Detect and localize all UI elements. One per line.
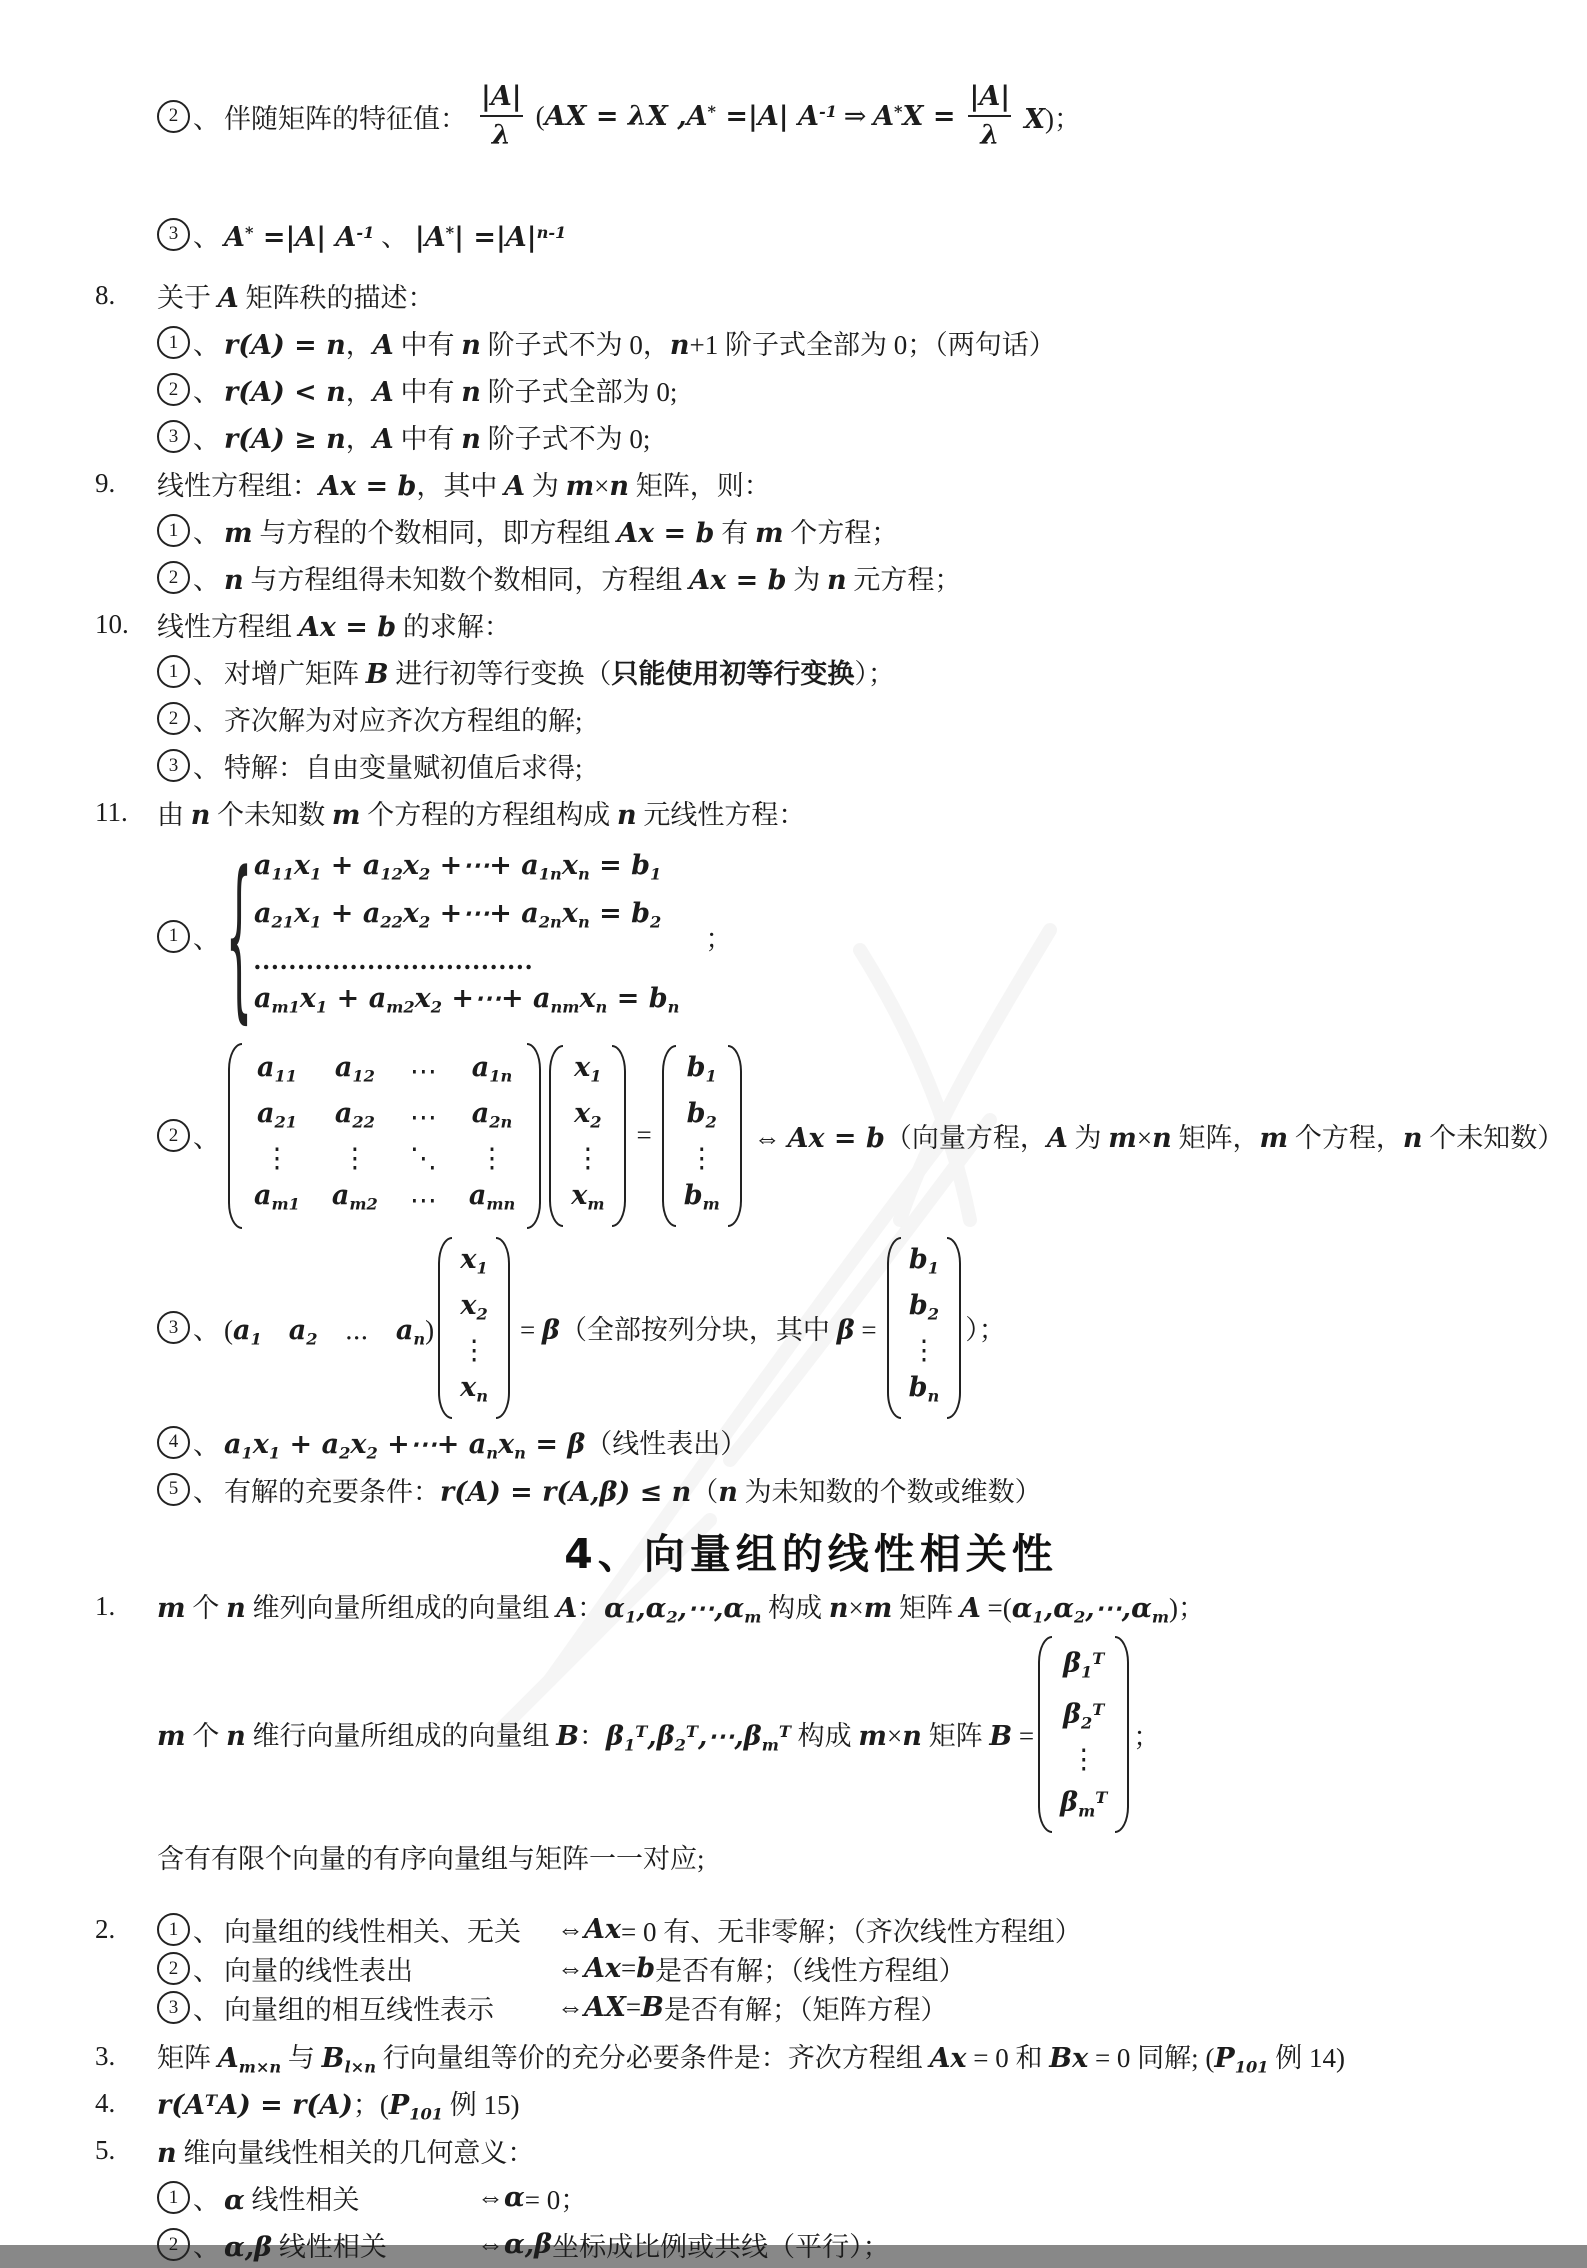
circled-number: 5 — [157, 1473, 190, 1506]
x-vector — [438, 1237, 510, 1419]
vector-cell: ⋮ — [910, 1335, 938, 1366]
vector-column — [452, 1237, 496, 1419]
equivalence-label: α 线性相关 — [224, 2185, 360, 2217]
equation-line: $a_{21}x_1 + a_{22}x_2$ +⋯+ $a_{2n}x_n = b_2$ — [254, 897, 662, 932]
sec4-item-2-sub-2 — [157, 1949, 1527, 1988]
sec4-item-5-sub-2 — [157, 2221, 1527, 2268]
enum-separator: 、 — [193, 706, 220, 736]
equivalence-label: 向量组的相互线性表示 — [224, 1995, 494, 2026]
matrix-equation-tail: ⇔ Ax = b（向量方程，A 为 m×n 矩阵，m 个方程，n 个未知数） — [753, 1123, 1565, 1155]
vector-cell: $x_n$ — [460, 1372, 489, 1406]
item-number: 11. — [95, 797, 128, 827]
fraction-numerator: |A| — [969, 81, 1011, 112]
fraction-denominator: λ — [480, 115, 523, 151]
circled-number: 2 — [157, 2228, 190, 2261]
sub-item-text: 对增广矩阵 B 进行初等行变换（只能使用初等行变换）； — [224, 659, 895, 690]
enum-separator: 、 — [193, 923, 220, 954]
item-8-sub-2 — [157, 366, 1527, 413]
item-number: 5. — [95, 2135, 116, 2166]
item-text: m 个 n 维行向量所组成的向量组 B：$\beta_1^T,\beta_2^T,\cdots,\beta_m^T$ 构成 m×n 矩阵 B = — [157, 1721, 1035, 1755]
right-paren-icon — [1115, 1636, 1129, 1833]
sub-item-text: $a_1x_1 + a_2x_2$ +⋯+ $a_nx_n = \beta$（线性表出） — [224, 1429, 748, 1463]
fraction — [964, 81, 1017, 151]
adjoint-label: 伴随矩阵的特征值： — [224, 103, 467, 134]
right-paren-icon — [728, 1045, 742, 1227]
adjoint-identities: A* =|A| $A^{-1}$ 、 $|A^*| =|A|^{n-1}$ — [224, 221, 567, 253]
vector-cell: $\beta_1^T$ — [1063, 1648, 1105, 1682]
circled-number: 2 — [157, 373, 190, 406]
sub-item-text: r(A) = n，A 中有 n 阶子式不为 0，n+1 阶子式全部为 0；（两句话） — [224, 330, 1056, 361]
equivalence-right: ⇔ α = 0； — [477, 2182, 588, 2216]
vector-column — [1052, 1636, 1115, 1833]
coefficient-matrix — [228, 1043, 541, 1229]
vector-cell: $b_2$ — [908, 1289, 940, 1324]
section-title: 4、向量组的线性相关性 — [564, 1530, 1058, 1579]
matrix-cell: $a_{mn}$ — [468, 1180, 516, 1214]
item-10-sub-2 — [157, 695, 1527, 742]
sec4-item-5 — [95, 2127, 1527, 2174]
sec4-item-4 — [95, 2080, 1527, 2127]
left-brace-icon: { — [225, 833, 253, 1040]
left-paren-icon — [662, 1045, 676, 1227]
enum-separator: 、 — [193, 659, 220, 689]
sec4-item-1-line-b — [157, 1636, 1527, 1833]
matrix-cell: $a_{21}$ — [256, 1097, 297, 1132]
vector-cell: ⋮ — [460, 1335, 488, 1366]
item-10-sub-1 — [157, 648, 1527, 695]
enum-separator: 、 — [193, 2185, 220, 2216]
vector-cell: $x_1$ — [574, 1051, 602, 1086]
circled-number: 2 — [157, 1119, 190, 1152]
vector-cell: $x_1$ — [460, 1243, 488, 1278]
sub-item-text: 特解：自由变量赋初值后求得; — [224, 753, 583, 783]
item-number: 9. — [95, 468, 116, 498]
item-number: 1. — [95, 1590, 116, 1621]
equation-line: $a_{m1}x_1 + a_{m2}x_2$ +⋯+ $a_{nm}x_n = b_n$ — [254, 983, 680, 1017]
item-9-sub-2 — [157, 554, 1527, 601]
equivalence-label: 向量组的线性相关、无关 — [224, 1917, 521, 1948]
circled-number: 2 — [157, 702, 190, 735]
item-number: 10. — [95, 609, 129, 639]
line-separator: ； — [705, 923, 733, 954]
equivalence-right: ⇔ AX = B 是否有解；（矩阵方程） — [557, 1992, 948, 2026]
equivalence-right: ⇔ Ax = b 是否有解；（线性方程组） — [557, 1953, 966, 1987]
enum-separator: 、 — [193, 1995, 220, 2026]
item-9 — [95, 460, 1527, 507]
item-11-sub-4 — [157, 1419, 1527, 1466]
item-heading: 线性方程组：Ax = b，其中 A 为 m×n 矩阵，则： — [157, 471, 771, 502]
sub-item-text: r(A) < n，A 中有 n 阶子式全部为 0; — [224, 377, 678, 408]
equivalence-label: α,β 线性相关 — [224, 2232, 387, 2264]
vector-cell: $b_n$ — [908, 1372, 940, 1406]
vector-cell: ⋮ — [574, 1143, 602, 1174]
item-number: 2. — [95, 1914, 116, 1945]
vector-cell: $b_2$ — [686, 1097, 717, 1132]
sec4-item-5-sub-1 — [157, 2174, 1527, 2221]
left-paren-icon — [549, 1045, 563, 1227]
equivalence-left — [157, 1988, 557, 2027]
circled-number: 2 — [157, 561, 190, 594]
partition-end: ）； — [965, 1315, 1006, 1346]
matrix-cell: ⋮ — [341, 1143, 369, 1174]
right-paren-icon — [496, 1237, 510, 1419]
sec4-item-2 — [95, 1910, 1527, 1949]
enum-separator: 、 — [193, 377, 220, 407]
adjoint-formula: (AX = λX ,A* =|A| $A^{-1}$ ⇒ A*X = — [535, 100, 956, 132]
item-10-sub-3 — [157, 742, 1527, 789]
equivalence-left — [157, 2225, 477, 2264]
column-partition-equation — [157, 1237, 1527, 1419]
right-paren-icon — [527, 1043, 541, 1229]
item-heading: 线性方程组 Ax = b 的求解： — [157, 612, 511, 643]
equivalence-label: 向量的线性表出 — [224, 1956, 413, 1987]
vector-cell: $x_2$ — [460, 1289, 488, 1324]
matrix-cell: $a_{22}$ — [334, 1097, 375, 1132]
left-paren-icon — [887, 1237, 901, 1419]
matrix-cell: ⋯ — [409, 1056, 437, 1087]
vector-cell: $\beta_m^T$ — [1060, 1786, 1108, 1821]
beta-vector — [887, 1237, 962, 1419]
enum-separator: 、 — [193, 2232, 220, 2263]
circled-number: 1 — [157, 326, 190, 359]
fraction-denominator: λ — [968, 115, 1011, 151]
circled-number: 3 — [157, 749, 190, 782]
item-11-sub-5 — [157, 1466, 1527, 1513]
circled-number: 1 — [157, 2181, 190, 2214]
vector-column — [676, 1045, 728, 1227]
equivalence-left — [157, 1910, 557, 1949]
vector-cell: $\beta_2^T$ — [1063, 1698, 1105, 1733]
item-10 — [95, 601, 1527, 648]
matrix-cell: ⋯ — [409, 1184, 437, 1215]
right-paren-icon — [947, 1237, 961, 1419]
vector-column — [901, 1237, 948, 1419]
matrix-cell: ⋯ — [409, 1101, 437, 1132]
sub-item-text: r(A) ≥ n，A 中有 n 阶子式不为 0; — [224, 424, 651, 455]
item-text: 含有有限个向量的有序向量组与矩阵一一对应; — [157, 1844, 705, 1875]
vector-cell: ⋮ — [1070, 1744, 1098, 1775]
enum-separator: 、 — [193, 1476, 220, 1507]
item-8-sub-1 — [157, 319, 1527, 366]
fraction — [475, 81, 528, 151]
enum-separator: 、 — [193, 221, 220, 252]
enum-separator: 、 — [193, 1429, 220, 1460]
equivalence-right: ⇔ Ax = 0 有、无非零解；（齐次线性方程组） — [557, 1914, 1082, 1948]
enum-separator: 、 — [193, 1956, 220, 1987]
enum-separator: 、 — [193, 565, 220, 595]
circled-number: 1 — [157, 514, 190, 547]
circled-number: 1 — [157, 920, 190, 953]
left-paren-icon — [438, 1237, 452, 1419]
equation-ellipsis: ................................ — [254, 945, 534, 976]
item-8 — [95, 272, 1527, 319]
enum-separator: 、 — [193, 518, 220, 548]
enum-separator: 、 — [193, 1917, 220, 1948]
beta-transpose-vector — [1038, 1636, 1129, 1833]
sec4-item-1 — [95, 1583, 1527, 1630]
matrix-grid — [242, 1043, 527, 1229]
sec4-item-3 — [95, 2033, 1527, 2080]
sub-item-text: m 与方程的个数相同，即方程组 Ax = b 有 m 个方程； — [224, 518, 899, 549]
item-11 — [95, 789, 1527, 836]
item-heading: 由 n 个未知数 m 个方程的方程组构成 n 元线性方程： — [157, 800, 806, 831]
enum-separator: 、 — [193, 753, 220, 783]
item-text: $r(A^TA) = r(A)$；($P_{101}$ 例 15) — [157, 2090, 520, 2124]
line-adjoint-identities — [157, 196, 1527, 272]
partition-note: = β（全部按列分块，其中 β = — [520, 1315, 877, 1347]
item-8-sub-3 — [157, 413, 1527, 460]
circled-number: 3 — [157, 420, 190, 453]
sec4-item-2-sub-3 — [157, 1988, 1527, 2027]
matrix-cell: $a_{12}$ — [334, 1051, 375, 1086]
b-vector — [662, 1045, 742, 1227]
line-end: ； — [1133, 1722, 1161, 1753]
item-heading: n 维向量线性相关的几何意义： — [157, 2138, 535, 2170]
fraction-numerator: |A| — [481, 81, 522, 112]
matrix-cell: $a_{2n}$ — [471, 1097, 513, 1132]
circled-number: 1 — [157, 655, 190, 688]
item-number: 3. — [95, 2041, 116, 2072]
vector-cell: $b_1$ — [908, 1243, 940, 1278]
circled-number: 2 — [157, 100, 190, 133]
vector-cell: $b_m$ — [683, 1180, 720, 1214]
item-heading: 关于 A 矩阵秩的描述： — [157, 283, 435, 314]
vector-cell: $x_m$ — [571, 1180, 605, 1214]
circled-number: 2 — [157, 1952, 190, 1985]
item-text: 矩阵 $A_{m\times n}$ 与 $B_{l\times n}$ 行向量组等价的充分必要条件是：齐次方程组 Ax = 0 和 Bx = 0 同解; ($P_{101}$ 例 14) — [157, 2043, 1346, 2077]
sec4-item-1-line-c — [157, 1833, 1527, 1880]
vector-cell: ⋮ — [688, 1143, 716, 1174]
enum-separator: 、 — [193, 103, 220, 134]
item-9-sub-1 — [157, 507, 1527, 554]
enum-separator: 、 — [193, 1123, 220, 1154]
equivalence-left — [157, 1949, 557, 1988]
equivalence-left — [157, 2178, 477, 2217]
vector-cell: $x_2$ — [574, 1097, 602, 1132]
sub-item-text: 齐次解为对应齐次方程组的解; — [224, 706, 583, 736]
circled-number: 1 — [157, 1913, 190, 1946]
matrix-cell: $a_{1n}$ — [471, 1051, 513, 1086]
item-number: 4. — [95, 2088, 116, 2119]
x-vector — [549, 1045, 626, 1227]
enum-separator: 、 — [193, 1315, 220, 1346]
circled-number: 3 — [157, 1991, 190, 2024]
circled-number: 4 — [157, 1426, 190, 1459]
left-paren-icon — [1038, 1636, 1052, 1833]
vector-cell: $b_1$ — [686, 1051, 717, 1086]
enum-separator: 、 — [193, 330, 220, 360]
equivalence-right: ⇔ α,β 坐标成比例或共线（平行）； — [477, 2229, 890, 2263]
adjoint-formula-end: X)； — [1024, 103, 1082, 135]
equals-sign: = — [636, 1120, 652, 1151]
matrix-cell: $a_{11}$ — [256, 1051, 297, 1086]
row-vector: ($a_1$ $a_2$ ⋯ $a_n$) — [224, 1314, 435, 1349]
matrix-cell: ⋮ — [263, 1143, 291, 1174]
matrix-cell: ⋮ — [478, 1143, 506, 1174]
matrix-cell: $a_{m2}$ — [331, 1180, 378, 1214]
matrix-cell: ⋱ — [409, 1143, 437, 1174]
system-equations — [254, 840, 679, 1033]
item-number: 8. — [95, 280, 116, 310]
vector-column — [563, 1045, 612, 1227]
left-paren-icon — [228, 1043, 242, 1229]
equation-line: $a_{11}x_1 + a_{12}x_2$ +⋯+ $a_{1n}x_n = b_1$ — [254, 850, 662, 884]
enum-separator: 、 — [193, 424, 220, 454]
matrix-equation — [157, 1043, 1565, 1229]
line-adjoint-eigenvalue — [157, 52, 1527, 180]
matrix-cell: $a_{m1}$ — [254, 1180, 300, 1214]
circled-number: 3 — [157, 1311, 190, 1344]
right-paren-icon — [612, 1045, 626, 1227]
sub-item-text: 有解的充要条件：r(A) = r(A,β) ≤ n（n 为未知数的个数或维数） — [224, 1476, 1042, 1508]
sub-item-text: n 与方程组得未知数个数相同，方程组 Ax = b 为 n 元方程； — [224, 565, 962, 596]
circled-number: 3 — [157, 218, 190, 251]
item-text: m 个 n 维列向量所组成的向量组 A：$\alpha_1,\alpha_2,\cdots,\alpha_m$ 构成 n×m 矩阵 $A =(\alpha_1,\alpha_2,\cdots,\alpha_m)$； — [157, 1593, 1205, 1627]
equation-system — [157, 833, 1527, 1040]
